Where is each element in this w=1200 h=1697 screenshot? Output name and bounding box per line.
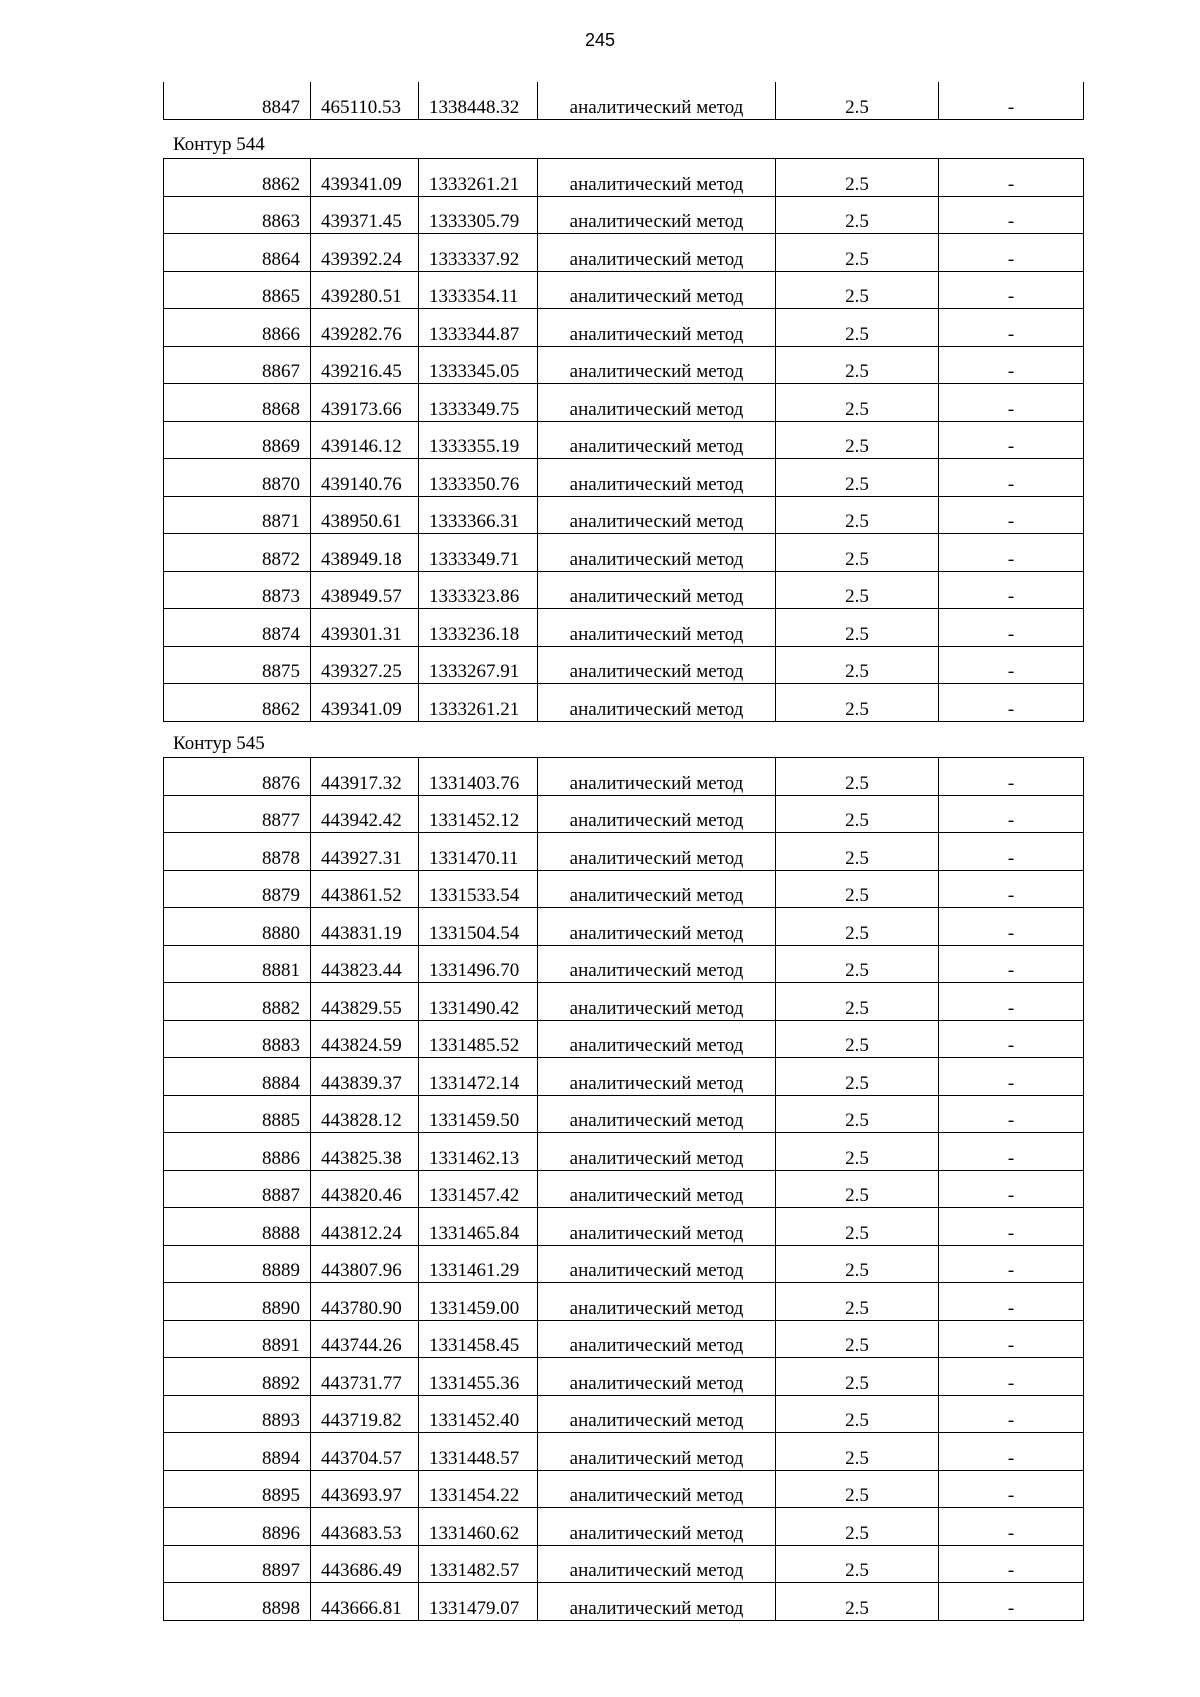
y-coordinate-cell: 1333345.05 <box>419 346 538 384</box>
accuracy-cell: 2.5 <box>776 609 939 647</box>
method-cell: аналитический метод <box>538 870 776 908</box>
note-cell: - <box>939 1508 1084 1546</box>
y-coordinate-cell: 1331452.12 <box>419 795 538 833</box>
method-cell: аналитический метод <box>538 1433 776 1471</box>
accuracy-cell: 2.5 <box>776 833 939 871</box>
note-cell: - <box>939 309 1084 347</box>
y-coordinate-cell: 1331448.57 <box>419 1433 538 1471</box>
x-coordinate-cell: 439341.09 <box>311 684 419 722</box>
point-number-cell: 8890 <box>164 1283 311 1321</box>
accuracy-cell: 2.5 <box>776 384 939 422</box>
note-cell: - <box>939 833 1084 871</box>
y-coordinate-cell: 1331460.62 <box>419 1508 538 1546</box>
point-number-cell: 8879 <box>164 870 311 908</box>
y-coordinate-cell: 1333344.87 <box>419 309 538 347</box>
table-row <box>164 646 1084 684</box>
method-cell: аналитический метод <box>538 1170 776 1208</box>
x-coordinate-cell: 443828.12 <box>311 1095 419 1133</box>
y-coordinate-cell: 1333349.71 <box>419 534 538 572</box>
y-coordinate-cell: 1333350.76 <box>419 459 538 497</box>
note-cell: - <box>939 571 1084 609</box>
accuracy-cell: 2.5 <box>776 1283 939 1321</box>
table-row <box>164 1433 1084 1471</box>
table-row <box>164 758 1084 796</box>
x-coordinate-cell: 443825.38 <box>311 1133 419 1171</box>
x-coordinate-cell: 443704.57 <box>311 1433 419 1471</box>
note-cell: - <box>939 1245 1084 1283</box>
method-cell: аналитический метод <box>538 1545 776 1583</box>
table-row <box>164 945 1084 983</box>
method-cell: аналитический метод <box>538 571 776 609</box>
method-cell: аналитический метод <box>538 1058 776 1096</box>
method-cell: аналитический метод <box>538 609 776 647</box>
note-cell: - <box>939 1095 1084 1133</box>
note-cell: - <box>939 684 1084 722</box>
accuracy-cell: 2.5 <box>776 646 939 684</box>
y-coordinate-cell: 1331485.52 <box>419 1020 538 1058</box>
point-number-cell: 8886 <box>164 1133 311 1171</box>
y-coordinate-cell: 1331454.22 <box>419 1470 538 1508</box>
y-coordinate-cell: 1331490.42 <box>419 983 538 1021</box>
table-row <box>164 346 1084 384</box>
note-cell: - <box>939 1283 1084 1321</box>
y-coordinate-cell: 1333355.19 <box>419 421 538 459</box>
table-row <box>164 271 1084 309</box>
method-cell: аналитический метод <box>538 159 776 197</box>
method-cell: аналитический метод <box>538 1470 776 1508</box>
table-row <box>164 1545 1084 1583</box>
accuracy-cell: 2.5 <box>776 196 939 234</box>
method-cell: аналитический метод <box>538 346 776 384</box>
x-coordinate-cell: 443780.90 <box>311 1283 419 1321</box>
method-cell: аналитический метод <box>538 945 776 983</box>
method-cell: аналитический метод <box>538 271 776 309</box>
point-number-cell: 8864 <box>164 234 311 272</box>
accuracy-cell: 2.5 <box>776 1320 939 1358</box>
contour-544-table <box>163 158 1084 722</box>
method-cell: аналитический метод <box>538 1395 776 1433</box>
contour-544-table-body <box>164 159 1084 722</box>
note-cell: - <box>939 1320 1084 1358</box>
point-number-cell: 8884 <box>164 1058 311 1096</box>
point-number-cell: 8887 <box>164 1170 311 1208</box>
y-coordinate-cell: 1333305.79 <box>419 196 538 234</box>
table-row <box>164 1170 1084 1208</box>
method-cell: аналитический метод <box>538 1208 776 1246</box>
point-number-cell: 8877 <box>164 795 311 833</box>
x-coordinate-cell: 438949.57 <box>311 571 419 609</box>
point-number-cell: 8871 <box>164 496 311 534</box>
accuracy-cell: 2.5 <box>776 795 939 833</box>
point-number-cell: 8874 <box>164 609 311 647</box>
y-coordinate-cell: 1331462.13 <box>419 1133 538 1171</box>
method-cell: аналитический метод <box>538 421 776 459</box>
table-row <box>164 1245 1084 1283</box>
x-coordinate-cell: 443812.24 <box>311 1208 419 1246</box>
accuracy-cell: 2.5 <box>776 945 939 983</box>
table-row <box>164 609 1084 647</box>
table-row <box>164 421 1084 459</box>
x-coordinate-cell: 439392.24 <box>311 234 419 272</box>
accuracy-cell: 2.5 <box>776 571 939 609</box>
accuracy-cell: 2.5 <box>776 1020 939 1058</box>
x-coordinate-cell: 438949.18 <box>311 534 419 572</box>
note-cell: - <box>939 1433 1084 1471</box>
method-cell: аналитический метод <box>538 1283 776 1321</box>
x-coordinate-cell: 438950.61 <box>311 496 419 534</box>
y-coordinate-cell: 1331482.57 <box>419 1545 538 1583</box>
method-cell: аналитический метод <box>538 1020 776 1058</box>
x-coordinate-cell: 443831.19 <box>311 908 419 946</box>
table-row <box>164 571 1084 609</box>
table-row <box>164 1020 1084 1058</box>
method-cell: аналитический метод <box>538 1095 776 1133</box>
y-coordinate-cell: 1333366.31 <box>419 496 538 534</box>
method-cell: аналитический метод <box>538 309 776 347</box>
y-coordinate-cell: 1331496.70 <box>419 945 538 983</box>
accuracy-cell: 2.5 <box>776 908 939 946</box>
accuracy-cell: 2.5 <box>776 758 939 796</box>
note-cell: - <box>939 459 1084 497</box>
method-cell: аналитический метод <box>538 496 776 534</box>
table-row <box>164 196 1084 234</box>
point-number-cell: 8895 <box>164 1470 311 1508</box>
y-coordinate-cell: 1333261.21 <box>419 159 538 197</box>
x-coordinate-cell: 439327.25 <box>311 646 419 684</box>
note-cell: - <box>939 346 1084 384</box>
method-cell: аналитический метод <box>538 795 776 833</box>
point-number-cell: 8882 <box>164 983 311 1021</box>
method-cell: аналитический метод <box>538 1358 776 1396</box>
accuracy-cell: 2.5 <box>776 309 939 347</box>
x-coordinate-cell: 443719.82 <box>311 1395 419 1433</box>
contour-545-block <box>163 720 1083 1621</box>
accuracy-cell: 2.5 <box>776 1133 939 1171</box>
point-number-cell: 8893 <box>164 1395 311 1433</box>
table-row <box>164 459 1084 497</box>
table-row <box>164 1583 1084 1621</box>
y-coordinate-cell: 1331452.40 <box>419 1395 538 1433</box>
accuracy-cell: 2.5 <box>776 1545 939 1583</box>
contour-title: Контур 545 <box>173 733 265 754</box>
method-cell: аналитический метод <box>538 983 776 1021</box>
x-coordinate-cell: 443693.97 <box>311 1470 419 1508</box>
note-cell: - <box>939 1470 1084 1508</box>
y-coordinate-cell: 1331457.42 <box>419 1170 538 1208</box>
note-cell: - <box>939 1020 1084 1058</box>
accuracy-cell: 2.5 <box>776 1245 939 1283</box>
method-cell: аналитический метод <box>538 758 776 796</box>
point-number-cell: 8870 <box>164 459 311 497</box>
note-cell: - <box>939 82 1084 119</box>
method-cell: аналитический метод <box>538 234 776 272</box>
x-coordinate-cell: 443683.53 <box>311 1508 419 1546</box>
accuracy-cell: 2.5 <box>776 1358 939 1396</box>
y-coordinate-cell: 1331459.00 <box>419 1283 538 1321</box>
table-row <box>164 234 1084 272</box>
point-number-cell: 8894 <box>164 1433 311 1471</box>
note-cell: - <box>939 983 1084 1021</box>
point-number-cell: 8862 <box>164 684 311 722</box>
table-row <box>164 384 1084 422</box>
x-coordinate-cell: 443744.26 <box>311 1320 419 1358</box>
accuracy-cell: 2.5 <box>776 1470 939 1508</box>
y-coordinate-cell: 1331470.11 <box>419 833 538 871</box>
point-number-cell: 8892 <box>164 1358 311 1396</box>
accuracy-cell: 2.5 <box>776 1058 939 1096</box>
table-row <box>164 1208 1084 1246</box>
note-cell: - <box>939 1058 1084 1096</box>
point-number-cell: 8880 <box>164 908 311 946</box>
x-coordinate-cell: 439341.09 <box>311 159 419 197</box>
note-cell: - <box>939 1133 1084 1171</box>
point-number-cell: 8889 <box>164 1245 311 1283</box>
table-row <box>164 1283 1084 1321</box>
accuracy-cell: 2.5 <box>776 684 939 722</box>
note-cell: - <box>939 1170 1084 1208</box>
continued-table <box>163 82 1084 120</box>
x-coordinate-cell: 439280.51 <box>311 271 419 309</box>
continued-table-block <box>163 82 1083 120</box>
note-cell: - <box>939 234 1084 272</box>
point-number-cell: 8881 <box>164 945 311 983</box>
y-coordinate-cell: 1333236.18 <box>419 609 538 647</box>
accuracy-cell: 2.5 <box>776 1508 939 1546</box>
point-number-cell: 8873 <box>164 571 311 609</box>
accuracy-cell: 2.5 <box>776 496 939 534</box>
point-number-cell: 8875 <box>164 646 311 684</box>
x-coordinate-cell: 443820.46 <box>311 1170 419 1208</box>
method-cell: аналитический метод <box>538 1508 776 1546</box>
table-row <box>164 870 1084 908</box>
x-coordinate-cell: 443861.52 <box>311 870 419 908</box>
note-cell: - <box>939 1358 1084 1396</box>
note-cell: - <box>939 758 1084 796</box>
note-cell: - <box>939 1545 1084 1583</box>
method-cell: аналитический метод <box>538 1320 776 1358</box>
point-number-cell: 8867 <box>164 346 311 384</box>
x-coordinate-cell: 439140.76 <box>311 459 419 497</box>
note-cell: - <box>939 945 1084 983</box>
point-number-cell: 8897 <box>164 1545 311 1583</box>
y-coordinate-cell: 1338448.32 <box>419 82 538 119</box>
note-cell: - <box>939 609 1084 647</box>
point-number-cell: 8872 <box>164 534 311 572</box>
x-coordinate-cell: 465110.53 <box>311 82 419 119</box>
point-number-cell: 8863 <box>164 196 311 234</box>
table-row <box>164 1133 1084 1171</box>
x-coordinate-cell: 443942.42 <box>311 795 419 833</box>
table-row <box>164 1320 1084 1358</box>
y-coordinate-cell: 1331465.84 <box>419 1208 538 1246</box>
table-row <box>164 1508 1084 1546</box>
note-cell: - <box>939 1208 1084 1246</box>
accuracy-cell: 2.5 <box>776 1095 939 1133</box>
y-coordinate-cell: 1333267.91 <box>419 646 538 684</box>
accuracy-cell: 2.5 <box>776 82 939 119</box>
y-coordinate-cell: 1333261.21 <box>419 684 538 722</box>
note-cell: - <box>939 384 1084 422</box>
note-cell: - <box>939 795 1084 833</box>
y-coordinate-cell: 1333349.75 <box>419 384 538 422</box>
method-cell: аналитический метод <box>538 1583 776 1621</box>
table-row <box>164 1095 1084 1133</box>
note-cell: - <box>939 1583 1084 1621</box>
point-number-cell: 8896 <box>164 1508 311 1546</box>
note-cell: - <box>939 421 1084 459</box>
y-coordinate-cell: 1331533.54 <box>419 870 538 908</box>
x-coordinate-cell: 443829.55 <box>311 983 419 1021</box>
y-coordinate-cell: 1331458.45 <box>419 1320 538 1358</box>
accuracy-cell: 2.5 <box>776 983 939 1021</box>
table-row <box>164 82 1084 119</box>
point-number-cell: 8865 <box>164 271 311 309</box>
table-row <box>164 983 1084 1021</box>
table-row <box>164 496 1084 534</box>
table-row <box>164 908 1084 946</box>
table-row <box>164 1395 1084 1433</box>
x-coordinate-cell: 439216.45 <box>311 346 419 384</box>
y-coordinate-cell: 1331479.07 <box>419 1583 538 1621</box>
accuracy-cell: 2.5 <box>776 1583 939 1621</box>
accuracy-cell: 2.5 <box>776 1433 939 1471</box>
accuracy-cell: 2.5 <box>776 1395 939 1433</box>
x-coordinate-cell: 439173.66 <box>311 384 419 422</box>
accuracy-cell: 2.5 <box>776 1208 939 1246</box>
x-coordinate-cell: 439282.76 <box>311 309 419 347</box>
note-cell: - <box>939 870 1084 908</box>
y-coordinate-cell: 1333337.92 <box>419 234 538 272</box>
note-cell: - <box>939 1395 1084 1433</box>
x-coordinate-cell: 443686.49 <box>311 1545 419 1583</box>
table-row <box>164 833 1084 871</box>
point-number-cell: 8883 <box>164 1020 311 1058</box>
y-coordinate-cell: 1333354.11 <box>419 271 538 309</box>
contour-title: Контур 544 <box>173 134 265 155</box>
table-row <box>164 534 1084 572</box>
accuracy-cell: 2.5 <box>776 870 939 908</box>
y-coordinate-cell: 1331455.36 <box>419 1358 538 1396</box>
y-coordinate-cell: 1331403.76 <box>419 758 538 796</box>
method-cell: аналитический метод <box>538 196 776 234</box>
method-cell: аналитический метод <box>538 1245 776 1283</box>
point-number-cell: 8878 <box>164 833 311 871</box>
x-coordinate-cell: 443666.81 <box>311 1583 419 1621</box>
note-cell: - <box>939 496 1084 534</box>
x-coordinate-cell: 439301.31 <box>311 609 419 647</box>
point-number-cell: 8876 <box>164 758 311 796</box>
method-cell: аналитический метод <box>538 908 776 946</box>
y-coordinate-cell: 1331472.14 <box>419 1058 538 1096</box>
accuracy-cell: 2.5 <box>776 1170 939 1208</box>
accuracy-cell: 2.5 <box>776 234 939 272</box>
accuracy-cell: 2.5 <box>776 459 939 497</box>
method-cell: аналитический метод <box>538 1133 776 1171</box>
x-coordinate-cell: 443807.96 <box>311 1245 419 1283</box>
contour-545-table <box>163 757 1084 1621</box>
x-coordinate-cell: 443731.77 <box>311 1358 419 1396</box>
point-number-cell: 8891 <box>164 1320 311 1358</box>
x-coordinate-cell: 443927.31 <box>311 833 419 871</box>
method-cell: аналитический метод <box>538 459 776 497</box>
y-coordinate-cell: 1331459.50 <box>419 1095 538 1133</box>
note-cell: - <box>939 908 1084 946</box>
table-row <box>164 1358 1084 1396</box>
accuracy-cell: 2.5 <box>776 271 939 309</box>
x-coordinate-cell: 443824.59 <box>311 1020 419 1058</box>
note-cell: - <box>939 271 1084 309</box>
page-number: 245 <box>584 30 616 50</box>
point-number-cell: 8898 <box>164 1583 311 1621</box>
method-cell: аналитический метод <box>538 82 776 119</box>
y-coordinate-cell: 1331504.54 <box>419 908 538 946</box>
point-number-cell: 8847 <box>164 82 311 119</box>
x-coordinate-cell: 443823.44 <box>311 945 419 983</box>
note-cell: - <box>939 159 1084 197</box>
accuracy-cell: 2.5 <box>776 421 939 459</box>
point-number-cell: 8868 <box>164 384 311 422</box>
contour-544-block <box>163 121 1083 722</box>
continued-table-body <box>164 82 1084 119</box>
table-row <box>164 159 1084 197</box>
contour-545-table-body <box>164 758 1084 1621</box>
method-cell: аналитический метод <box>538 646 776 684</box>
x-coordinate-cell: 443839.37 <box>311 1058 419 1096</box>
method-cell: аналитический метод <box>538 534 776 572</box>
table-row <box>164 795 1084 833</box>
point-number-cell: 8862 <box>164 159 311 197</box>
method-cell: аналитический метод <box>538 833 776 871</box>
table-row <box>164 1058 1084 1096</box>
accuracy-cell: 2.5 <box>776 534 939 572</box>
point-number-cell: 8866 <box>164 309 311 347</box>
method-cell: аналитический метод <box>538 684 776 722</box>
y-coordinate-cell: 1331461.29 <box>419 1245 538 1283</box>
table-row <box>164 684 1084 722</box>
x-coordinate-cell: 439146.12 <box>311 421 419 459</box>
y-coordinate-cell: 1333323.86 <box>419 571 538 609</box>
accuracy-cell: 2.5 <box>776 346 939 384</box>
note-cell: - <box>939 646 1084 684</box>
point-number-cell: 8869 <box>164 421 311 459</box>
point-number-cell: 8888 <box>164 1208 311 1246</box>
method-cell: аналитический метод <box>538 384 776 422</box>
accuracy-cell: 2.5 <box>776 159 939 197</box>
note-cell: - <box>939 534 1084 572</box>
note-cell: - <box>939 196 1084 234</box>
x-coordinate-cell: 443917.32 <box>311 758 419 796</box>
table-row <box>164 309 1084 347</box>
table-row <box>164 1470 1084 1508</box>
x-coordinate-cell: 439371.45 <box>311 196 419 234</box>
point-number-cell: 8885 <box>164 1095 311 1133</box>
